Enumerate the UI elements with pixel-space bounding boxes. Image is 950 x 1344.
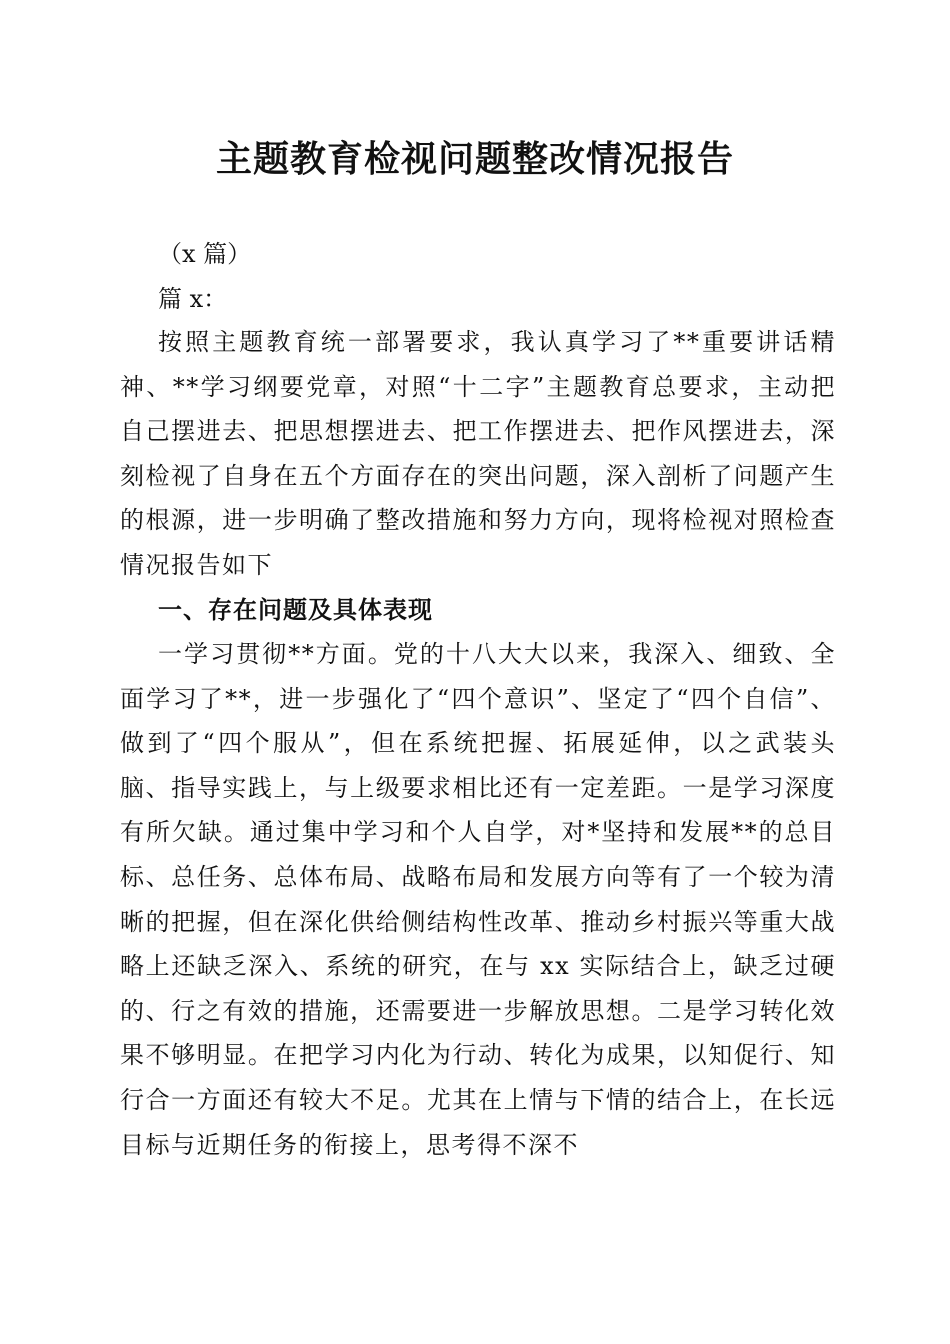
section-heading: 一、存在问题及具体表现 bbox=[158, 596, 433, 624]
document-subtitle: （x 篇） bbox=[158, 240, 252, 268]
document-title: 主题教育检视问题整改情况报告 bbox=[215, 138, 734, 180]
section-label: 篇 x： bbox=[158, 285, 228, 313]
body-paragraph: 一学习贯彻**方面。党的十八大大以来，我深入、细致、全面学习了**，进一步强化了“四个意识”、坚定了“四个自信”、做到了“四个服从”，但在系统把握、拓展延伸，以之武装头脑、指导实践上，与上级要求相比还有一定差距。一是学习深度有所欠缺。通过集中学习和个人自学，对*坚持和发展**的总目标、总任务、总体布局、战略布局和发展方向等有了一个较为清晰的把握，但在深化供给侧结构性改革、推动乡村振兴等重大战略上还缺乏深入、系统的研究，在与 xx 实际结合上，缺乏过硬的、行之有效的措施，还需要进一步解放思想。二是学习转化效果不够明显。在把学习内化为行动、转化为成果，以知促行、知行合一方面还有较大不足。尤其在上情与下情的结合上，在长远目标与近期任务的衔接上，思考得不深不 bbox=[120, 640, 836, 1159]
intro-paragraph: 按照主题教育统一部署要求，我认真学习了**重要讲话精神、**学习纲要党章，对照“十二字”主题教育总要求，主动把自己摆进去、把思想摆进去、把工作摆进去、把作风摆进去，深刻检视了自身在五个方面存在的突出问题，深入剖析了问题产生的根源，进一步明确了整改措施和努力方向，现将检视对照检查情况报告如下 bbox=[120, 328, 836, 579]
